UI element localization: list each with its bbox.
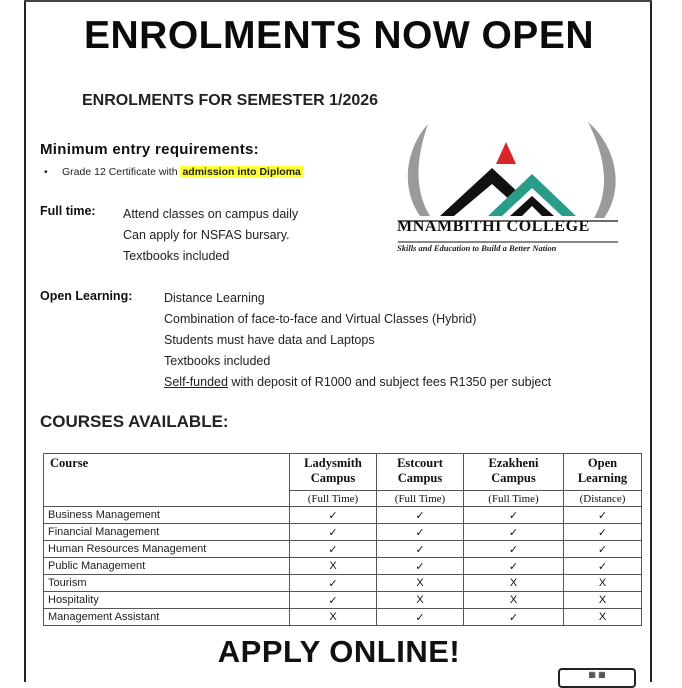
campus-mode: (Full Time) [377, 491, 464, 507]
open-learning-list [164, 288, 551, 393]
availability-mark: X [377, 592, 464, 609]
campus-header [290, 454, 377, 491]
courses-table [43, 453, 642, 626]
campus-name: Estcourt [397, 456, 443, 470]
table-row [44, 524, 642, 541]
course-header: Course [44, 454, 290, 507]
availability-mark: X [564, 575, 642, 592]
availability-mark: ✓ [290, 524, 377, 541]
logo-right-horn [588, 122, 616, 218]
campus-name: Open [587, 456, 618, 470]
campus-type: Campus [397, 471, 443, 485]
full-time-item: Can apply for NSFAS bursary. [123, 228, 290, 242]
college-name: MNAMBITHI COLLEGE [397, 218, 590, 235]
table-row [44, 575, 642, 592]
availability-mark: ✓ [464, 507, 564, 524]
availability-mark: ✓ [464, 558, 564, 575]
course-name: Hospitality [44, 592, 290, 609]
availability-mark: ✓ [377, 609, 464, 626]
college-logo [392, 118, 632, 258]
availability-mark: X [564, 609, 642, 626]
campus-mode: (Distance) [564, 491, 642, 507]
availability-mark: X [290, 609, 377, 626]
course-name: Tourism [44, 575, 290, 592]
availability-mark: ✓ [290, 541, 377, 558]
availability-mark: ✓ [290, 507, 377, 524]
campus-name: Ezakheni [488, 456, 539, 470]
availability-mark: ✓ [564, 524, 642, 541]
availability-mark: ✓ [290, 575, 377, 592]
campus-mode: (Full Time) [290, 491, 377, 507]
college-tagline: Skills and Education to Build a Better Nation [397, 243, 557, 253]
campus-header [564, 454, 642, 491]
open-learning-funding [164, 372, 551, 393]
open-learning-item: Textbooks included [164, 354, 271, 368]
full-time-item: Attend classes on campus daily [123, 207, 299, 221]
availability-mark: ✓ [564, 558, 642, 575]
campus-header [377, 454, 464, 491]
campus-type: Learning [577, 471, 628, 485]
campus-type: Campus [310, 471, 356, 485]
funding-details: with deposit of R1000 and subject fees R1350 per subject [227, 375, 552, 389]
table-row [44, 507, 642, 524]
full-time-item: Textbooks included [123, 249, 230, 263]
course-name: Management Assistant [44, 609, 290, 626]
campus-mode: (Full Time) [464, 491, 564, 507]
min-requirements-heading: Minimum entry requirements: [40, 141, 259, 158]
campus-type: Campus [491, 471, 536, 485]
campus-header [464, 454, 564, 491]
full-time-list [123, 204, 298, 267]
table-row [44, 558, 642, 575]
availability-mark: X [290, 558, 377, 575]
availability-mark: ✓ [377, 541, 464, 558]
availability-mark: ✓ [564, 541, 642, 558]
availability-mark: X [464, 575, 564, 592]
full-time-label: Full time: [40, 204, 96, 218]
availability-mark: ✓ [464, 609, 564, 626]
courses-heading: COURSES AVAILABLE: [40, 412, 229, 431]
qr-code-icon: ▦ ▦ [558, 668, 636, 688]
open-learning-item: Students must have data and Laptops [164, 333, 375, 347]
min-requirement-item [44, 166, 303, 178]
table-row [44, 541, 642, 558]
availability-mark: ✓ [290, 592, 377, 609]
availability-mark: X [564, 592, 642, 609]
semester-heading: ENROLMENTS FOR SEMESTER 1/2026 [82, 92, 379, 109]
requirement-highlight: admission into Diploma [182, 166, 301, 178]
table-row [44, 592, 642, 609]
course-name: Public Management [44, 558, 290, 575]
logo-red-peak [496, 142, 516, 164]
logo-left-horn [408, 124, 430, 216]
self-funded-text: Self-funded [164, 375, 228, 389]
availability-mark: ✓ [377, 558, 464, 575]
availability-mark: ✓ [564, 507, 642, 524]
table-row [44, 609, 642, 626]
top-border [24, 0, 652, 2]
availability-mark: X [377, 575, 464, 592]
requirement-text: Grade 12 Certificate with [62, 166, 181, 178]
campus-name: Ladysmith [304, 456, 362, 470]
availability-mark: ✓ [377, 507, 464, 524]
availability-mark: ✓ [377, 524, 464, 541]
poster-title: ENROLMENTS NOW OPEN [83, 14, 594, 57]
open-learning-item: Combination of face-to-face and Virtual Classes (Hybrid) [164, 312, 477, 326]
course-name: Human Resources Management [44, 541, 290, 558]
bullet-icon: • [44, 166, 48, 178]
apply-online-banner: APPLY ONLINE! [217, 634, 461, 669]
course-name: Financial Management [44, 524, 290, 541]
availability-mark: ✓ [464, 524, 564, 541]
availability-mark: X [464, 592, 564, 609]
availability-mark: ✓ [464, 541, 564, 558]
open-learning-label: Open Learning: [40, 289, 133, 303]
course-name: Business Management [44, 507, 290, 524]
open-learning-item: Distance Learning [164, 291, 265, 305]
